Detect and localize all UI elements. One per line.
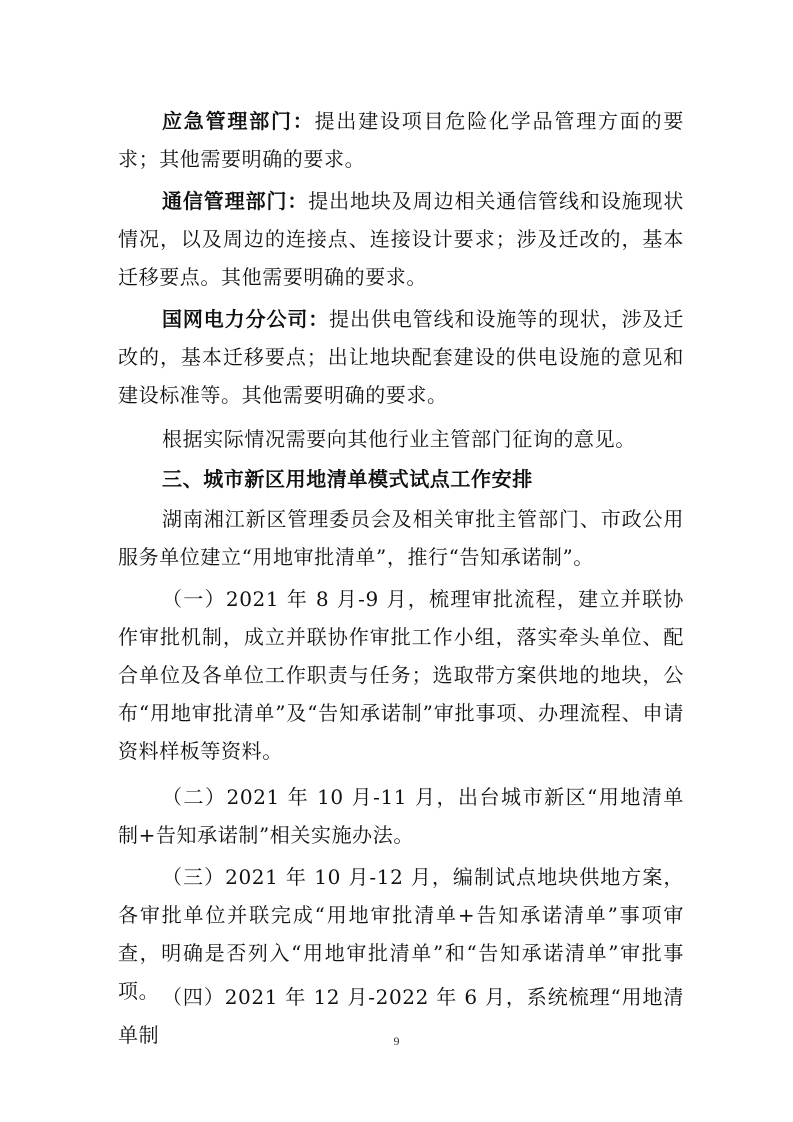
step-4: （四）2021 年 12 月-2022 年 6 月，系统梳理“用地清单制 (118, 985, 684, 1047)
paragraph-text: 提出供电管线和设施等的现状，涉及迁改的，基本迁移要点；出让地块配套建设的供电设施的意见和建设标准等。其他需要明确的要求。 (118, 307, 684, 407)
paragraph-text: 提出地块及周边相关通信管线和设施现状情况，以及周边的连接点、连接设计要求；涉及迁改的，基本迁移要点。其他需要明确的要求。 (118, 189, 684, 289)
paragraph-communication-management (118, 182, 684, 296)
paragraph-state-grid (118, 300, 684, 414)
step-1: （一）2021 年 8 月-9 月，梳理审批流程，建立并联协作审批机制，成立并联协作审批工作小组，落实牵头单位、配合单位及各单位工作职责与任务；选取带方案供地的地块，公布“用地审批清单”及“告知承诺制”审批事项、办理流程、申请资料样板等资料。 (118, 587, 684, 763)
paragraph-label: 通信管理部门： (162, 189, 309, 213)
paragraph-label: 应急管理部门： (162, 109, 315, 133)
paragraph-emergency-management (118, 102, 684, 178)
page-number: 9 (393, 1034, 400, 1048)
step-3: （三）2021 年 10 月-12 月，编制试点地块供地方案，各审批单位并联完成“用地审批清单+告知承诺清单”事项审查，明确是否列入“用地审批清单”和“告知承诺清单”审批事项。 (118, 865, 684, 1003)
paragraph-other-departments (118, 420, 684, 458)
paragraph-text: 提出建设项目危险化学品管理方面的要求；其他需要明确的要求。 (118, 109, 685, 171)
paragraph-label: 国网电力分公司： (162, 307, 330, 331)
step-2: （二）2021 年 10 月-11 月，出台城市新区“用地清单制+告知承诺制”相关实施办法。 (118, 785, 684, 847)
paragraph-text: 根据实际情况需要向其他行业主管部门征询的意见。 (162, 427, 636, 451)
section-intro: 湖南湘江新区管理委员会及相关审批主管部门、市政公用服务单位建立“用地审批清单”，推行“告知承诺制”。 (118, 507, 684, 569)
section-heading: 三、城市新区用地清单模式试点工作安排 (162, 467, 533, 491)
